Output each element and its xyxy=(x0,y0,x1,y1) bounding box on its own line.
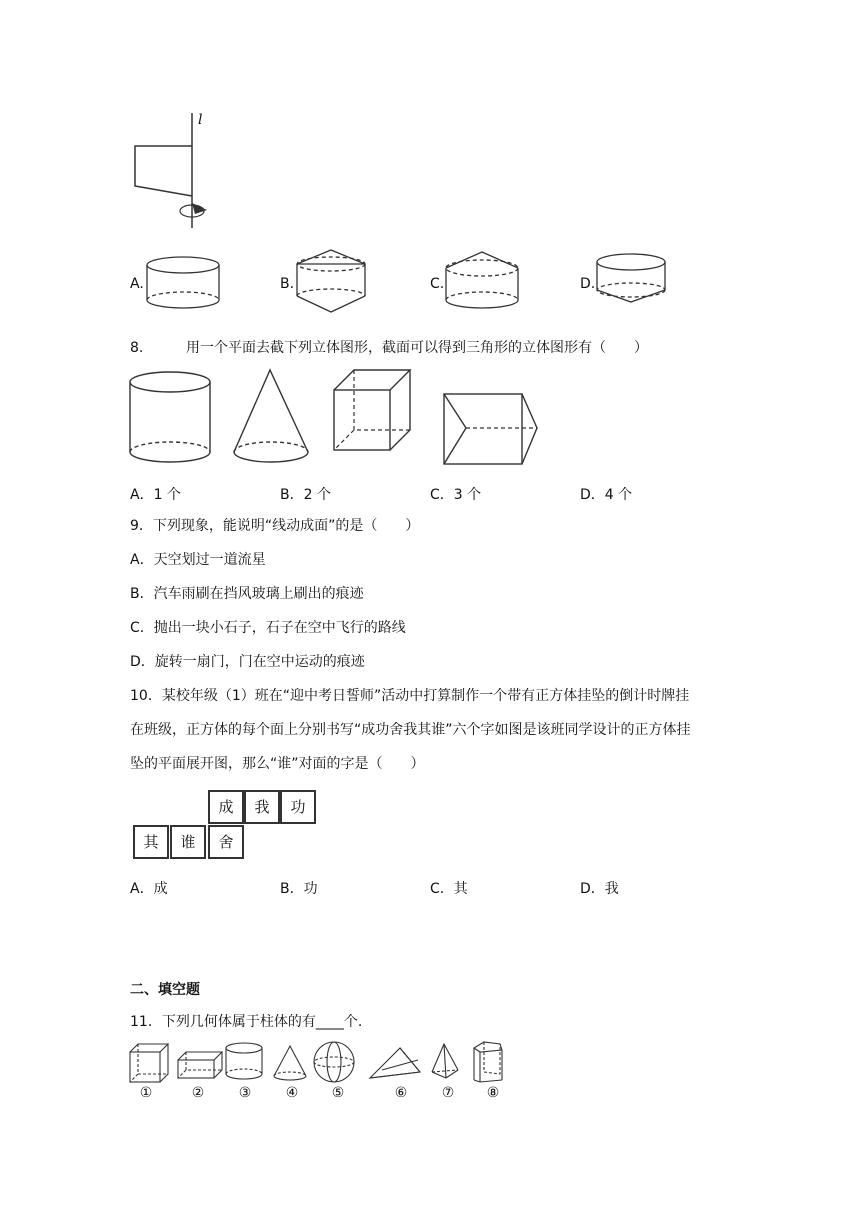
q7-option-b-label: B. xyxy=(280,276,295,292)
q11-label-3: ③ xyxy=(238,1085,252,1101)
q9-option-c: C．抛出一块小石子，石子在空中飞行的路线 xyxy=(130,620,406,636)
q9-option-b: B．汽车雨刷在挡风玻璃上刷出的痕迹 xyxy=(130,586,364,602)
cube-net xyxy=(133,790,323,865)
net-cell-bottom-3: 舍 xyxy=(208,825,244,859)
q10-option-d: D．我 xyxy=(580,881,619,897)
q10-option-a: A．成 xyxy=(130,881,168,897)
q8-cube xyxy=(332,368,422,468)
q11-label-6: ⑥ xyxy=(394,1085,408,1101)
net-cell-top-3: 功 xyxy=(280,790,316,824)
q10-line-3: 坠的平面展开图，那么“谁”对面的字是（ ） xyxy=(130,756,425,772)
q10-line-2: 在班级，正方体的每个面上分别书写“成功舍我其谁”六个字如图是该班同学设计的正方体挂 xyxy=(130,722,691,738)
q8-text: 用一个平面去截下列立体图形，截面可以得到三角形的立体图形有（ ） xyxy=(186,340,648,356)
net-cell-top-2: 我 xyxy=(244,790,280,824)
q8-option-d: D．4 个 xyxy=(580,487,633,503)
q8-cylinder xyxy=(128,370,218,470)
net-cell-bottom-1: 其 xyxy=(133,825,169,859)
q8-cone xyxy=(230,368,320,468)
q10-line-1: 10．某校年级（1）班在“迎中考日誓师”活动中打算制作一个带有正方体挂坠的倒计时牌挂 xyxy=(130,688,690,704)
q9-option-d: D．旋转一扇门，门在空中运动的痕迹 xyxy=(130,654,365,670)
q7-option-c-label: C. xyxy=(430,276,445,292)
q9-option-a: A．天空划过一道流星 xyxy=(130,552,266,568)
q7-option-d-figure xyxy=(595,252,685,322)
q9-text: 9．下列现象，能说明“线动成面”的是（ ） xyxy=(130,518,420,534)
q11-solids xyxy=(128,1040,518,1090)
net-cell-bottom-2: 谁 xyxy=(170,825,206,859)
section-title: 二、填空题 xyxy=(130,982,200,998)
q8-option-b: B．2 个 xyxy=(280,487,331,503)
q8-prism xyxy=(442,392,562,492)
q7-option-c-figure xyxy=(442,250,532,320)
q8-number: 8. xyxy=(130,340,144,356)
q10-option-c: C．其 xyxy=(430,881,468,897)
net-cell-top-1: 成 xyxy=(208,790,244,824)
q7-option-d-label: D. xyxy=(580,276,596,292)
q7-option-a-cylinder xyxy=(145,255,225,315)
q11-label-2: ② xyxy=(191,1085,205,1101)
q11-label-1: ① xyxy=(139,1085,153,1101)
axis-label: l xyxy=(198,112,203,128)
q8-option-a: A．1 个 xyxy=(130,487,181,503)
q10-option-b: B．功 xyxy=(280,881,318,897)
q11-label-7: ⑦ xyxy=(441,1085,455,1101)
q11-label-5: ⑤ xyxy=(331,1085,345,1101)
q11-text: 11．下列几何体属于柱体的有____个. xyxy=(130,1014,363,1030)
q7-option-b-figure xyxy=(295,250,375,320)
q11-label-4: ④ xyxy=(285,1085,299,1101)
q8-option-c: C．3 个 xyxy=(430,487,482,503)
rotation-figure xyxy=(125,108,245,238)
q7-option-a-label: A. xyxy=(130,276,144,292)
q11-label-8: ⑧ xyxy=(486,1085,500,1101)
